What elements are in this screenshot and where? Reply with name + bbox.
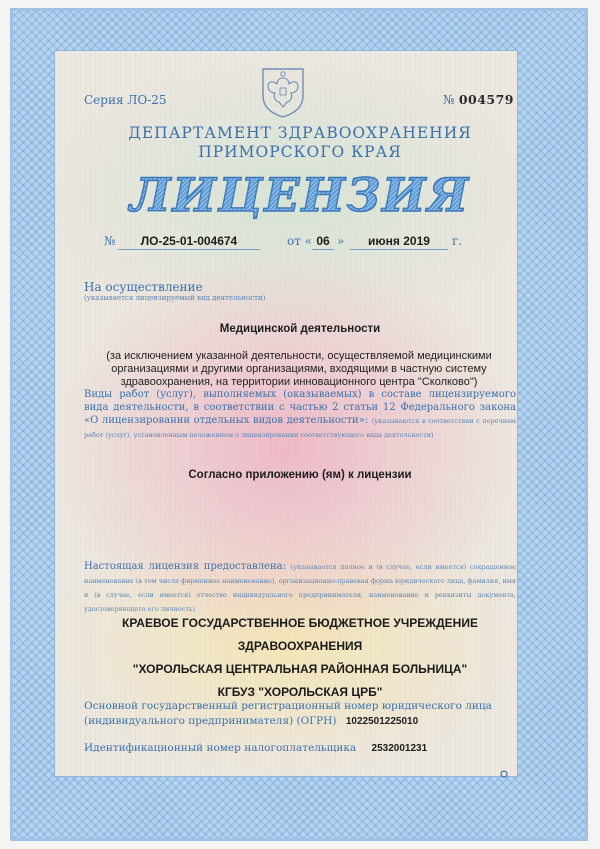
holder-hint: (указывается полное и (в случае, если имеется) сокращенное наименование (в том числе фирменное наименование), организационно-правовая форма юридического лица, фамилия, имя и (в случае, если имеется) отчество индивидуального предпринимателя, наименование и реквизиты документа, удостоверяющего его личность) — [84, 563, 517, 613]
reg-close-quote: » — [337, 234, 345, 248]
department-line-1: ДЕПАРТАМЕНТ ЗДРАВООХРАНЕНИЯ — [128, 124, 472, 142]
inn-block — [84, 742, 516, 755]
holder-name-line-3: "ХОРОЛЬСКАЯ ЦЕНТРАЛЬНАЯ РАЙОННАЯ БОЛЬНИЦА" — [132, 662, 468, 676]
security-mark-icon — [500, 770, 508, 778]
license-title — [129, 164, 471, 222]
activity-exception: (за исключением указанной деятельности, осуществляемой медицинскими организациями и другими организациями, входящими в частную систему здравоохранения, на территории инновационного центра "Сколково") — [106, 350, 492, 388]
activity-label: На осуществление — [84, 280, 203, 294]
holder-name — [60, 612, 540, 704]
holder-text: Настоящая лицензия предоставлена: — [84, 561, 286, 572]
works-value: Согласно приложению (ям) к лицензии — [188, 469, 412, 481]
reg-number-label: № — [104, 234, 116, 248]
reg-number-value: ЛО-25-01-004674 — [118, 234, 260, 250]
works-paragraph — [84, 388, 516, 442]
form-number — [443, 92, 514, 107]
reg-from-label: от « — [287, 234, 313, 248]
ogrn-label-line-1: Основной государственный регистрационный номер юридического лица — [84, 700, 492, 712]
reg-month-year: июня 2019 — [350, 234, 448, 250]
works-text: Виды работ (услуг), выполняемых (оказываемых) в составе лицензируемого вида деятельности, в соответствии с частью 2 статьи 12 Федерального закона «О лицензировании отдельных видов деятельности»: — [84, 389, 516, 426]
ogrn-label-line-2-text: (индивидуального предпринимателя) (ОГРН) — [84, 715, 337, 727]
inn-label: Идентификационный номер налогоплательщика — [84, 742, 357, 754]
holder-paragraph — [84, 560, 516, 616]
activity-hint: (указывается лицензируемый вид деятельности) — [84, 294, 266, 302]
license-title-text: ЛИЦЕНЗИЯ — [129, 168, 471, 222]
form-number-prefix: № — [442, 92, 455, 107]
activity-value: Медицинской деятельности — [219, 323, 381, 335]
ogrn-value: 1022501225010 — [345, 716, 419, 727]
inn-value: 2532001231 — [371, 743, 428, 754]
series-label: Серия ЛО-25 — [84, 93, 167, 107]
reg-year-suffix: г. — [452, 234, 463, 248]
reg-day: 06 — [312, 234, 334, 250]
holder-name-line-4: КГБУЗ "ХОРОЛЬСКАЯ ЦРБ" — [217, 685, 383, 699]
holder-name-line-2: ЗДРАВООХРАНЕНИЯ — [237, 639, 363, 653]
department-line-2: ПРИМОРСКОГО КРАЯ — [198, 143, 402, 161]
holder-name-line-1: КРАЕВОЕ ГОСУДАРСТВЕННОЕ БЮДЖЕТНОЕ УЧРЕЖДЕНИЕ — [122, 616, 478, 630]
works-hint: (указываются в соответствии с перечнем работ (услуг), установленным положением о лицензировании соответствующего вида деятельности) — [84, 417, 516, 439]
form-number-value: 004579 — [458, 92, 514, 107]
ogrn-block — [84, 699, 516, 729]
ogrn-label-line-2 — [84, 714, 516, 729]
russian-coat-of-arms-icon — [260, 66, 306, 118]
